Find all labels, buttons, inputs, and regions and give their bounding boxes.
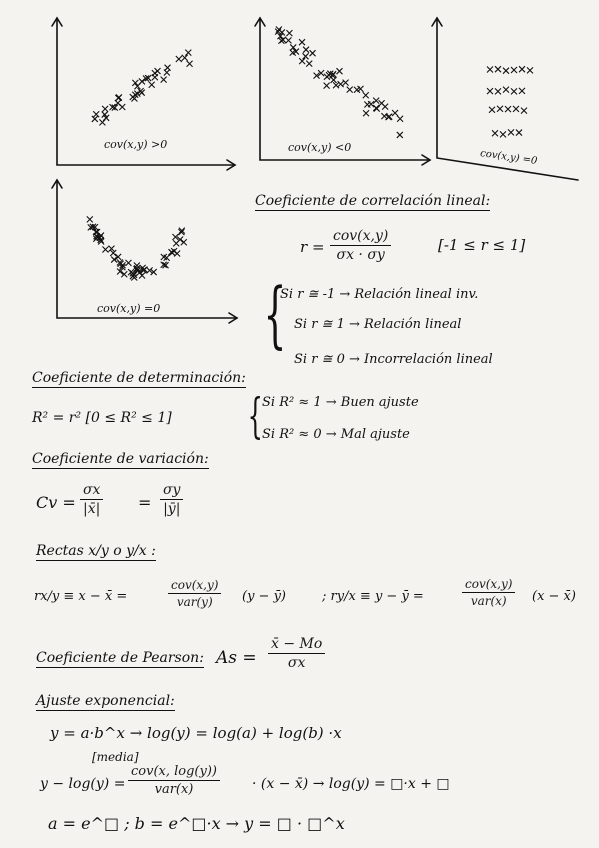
scatter-cross (503, 68, 509, 74)
correlation-brace: { (263, 272, 287, 356)
correlation-lhs: r = (300, 238, 325, 256)
exponential-media-label: [media] (92, 750, 139, 764)
plot-positive-caption: cov(x,y) >0 (104, 138, 168, 151)
scatter-cross (392, 110, 398, 116)
determination-rule-2: Si R² ≈ 0 → Mal ajuste (262, 427, 410, 442)
rectas-left-den: var(y) (176, 595, 213, 609)
scatter-cross (519, 88, 525, 94)
exponential-line-2-den: var(x) (154, 782, 194, 797)
exponential-line-2-num: cov(x, log(y)) (128, 764, 220, 781)
pearson-heading: Coeficiente de Pearson: (36, 650, 204, 666)
scatter-cross (373, 105, 379, 111)
scatter-cross (102, 246, 108, 252)
exponential-line-1: y = a·b^x → log(y) = log(a) + log(b) ·x (50, 724, 342, 742)
scatter-cross (285, 37, 291, 43)
rectas-right-den: var(x) (470, 594, 507, 608)
exponential-line-2-lhs: y − log(y) = (40, 776, 126, 792)
exponential-heading: Ajuste exponencial: (36, 693, 175, 709)
correlation-numerator: cov(x,y) (330, 228, 391, 246)
correlation-denominator: σx · σy (336, 247, 385, 263)
rectas-right-lhs: ; ry/x ≡ y − ȳ = (322, 589, 424, 604)
scatter-cross (174, 251, 180, 257)
pearson-den: σx (287, 655, 306, 671)
scatter-cross (310, 50, 316, 56)
scatter-cross (397, 116, 403, 122)
scatter-cross (173, 240, 179, 246)
scatter-cross (363, 110, 369, 116)
determination-heading: Coeficiente de determinación: (32, 370, 246, 386)
scatter-cross (161, 77, 167, 83)
scatter-cross (527, 67, 533, 73)
scatter-cross (149, 82, 155, 88)
correlation-range: [-1 ≤ r ≤ 1] (438, 236, 526, 254)
rectas-left-num: cov(x,y) (168, 578, 221, 594)
scatter-cross (299, 39, 305, 45)
variation-den-x: |x̄| (83, 501, 101, 517)
plot-parabola-caption: cov(x,y) =0 (97, 302, 161, 315)
scatter-cross (364, 101, 370, 107)
scatter-cross (519, 66, 525, 72)
scatter-cross (139, 273, 145, 279)
scatter-cross (182, 55, 188, 61)
variation-num-y: σy (160, 482, 183, 500)
variation-equals: = (138, 493, 152, 512)
scatter-cross (187, 61, 193, 67)
scatter-cross (503, 87, 509, 93)
scatter-cross (93, 229, 99, 235)
scatter-cross (508, 129, 514, 135)
variation-num-x: σx (80, 482, 103, 500)
scatter-cross (99, 119, 105, 125)
scatter-cross (93, 111, 99, 117)
exponential-line-3: a = e^□ ; b = e^□·x → y = □ · □^x (48, 814, 345, 833)
variation-den-y: |ȳ| (163, 501, 181, 517)
scatter-cross (489, 107, 495, 113)
variation-heading: Coeficiente de variación: (32, 451, 209, 467)
rectas-left-tail: (y − ȳ) (242, 589, 286, 604)
variation-lhs: Cv = (36, 493, 76, 512)
correlation-rule-3: Si r ≅ 0 → Incorrelación lineal (294, 352, 493, 367)
scatter-cross (303, 47, 309, 53)
scatter-cross (347, 87, 353, 93)
scatter-cross (111, 257, 117, 263)
scatter-cross (152, 70, 158, 76)
scatter-cross (521, 108, 527, 114)
scatter-cross (381, 113, 387, 119)
pearson-fraction (268, 636, 325, 671)
plot-negative-caption: cov(x,y) <0 (288, 141, 352, 154)
pearson-num: x̄ − Mo (268, 636, 325, 654)
exponential-line-2-fraction (128, 764, 220, 797)
determination-rule-1: Si R² ≈ 1 → Buen ajuste (262, 395, 419, 410)
scatter-cross (102, 106, 108, 112)
scatter-cross (511, 67, 517, 73)
scatter-cross (324, 83, 330, 89)
scatter-cross (119, 104, 125, 110)
scatter-cross (363, 92, 369, 98)
scatter-cross (176, 56, 182, 62)
determination-brace: { (247, 388, 263, 444)
scatter-cross (397, 132, 403, 138)
determination-formula: R² = r² [0 ≤ R² ≤ 1] (32, 410, 172, 426)
scatter-cross (299, 58, 305, 64)
rectas-right-fraction (462, 577, 515, 608)
scatter-cross (336, 68, 342, 74)
scatter-cross (500, 131, 506, 137)
scatter-cross (516, 130, 522, 136)
scatter-cross (487, 67, 493, 73)
scatter-cross (495, 66, 501, 72)
scatter-cross (303, 53, 309, 59)
rectas-left-lhs: rx/y ≡ x − x̄ = (34, 589, 128, 604)
plot-zero-caption: cov(x,y) =0 (479, 148, 538, 167)
rectas-left-fraction (168, 578, 221, 609)
correlation-rule-2: Si r ≅ 1 → Relación lineal (294, 317, 462, 332)
rectas-right-num: cov(x,y) (462, 577, 515, 593)
rectas-heading: Rectas x/y o y/x : (36, 543, 156, 559)
correlation-fraction (330, 228, 391, 263)
scatter-cross (495, 88, 501, 94)
scatter-cross (343, 80, 349, 86)
scatter-cross (505, 106, 511, 112)
scatter-cross (511, 88, 517, 94)
scatter-cross (116, 94, 122, 100)
scatter-cross (497, 106, 503, 112)
correlation-heading: Coeficiente de correlación lineal: (255, 193, 491, 209)
scatter-cross (125, 260, 131, 266)
variation-fraction-y (160, 482, 183, 517)
scatter-cross (513, 106, 519, 112)
rectas-right-tail: (x − x̄) (532, 589, 576, 604)
exponential-line-2-tail: · (x − x̄) → log(y) = □·x + □ (252, 776, 450, 792)
scatter-cross (115, 254, 121, 260)
scatter-cross (132, 80, 138, 86)
scatter-cross (487, 88, 493, 94)
scatter-cross (492, 130, 498, 136)
scatter-cross (87, 216, 93, 222)
scatter-cross (92, 116, 98, 122)
variation-fraction-x (80, 482, 103, 517)
correlation-rule-1: Si r ≅ -1 → Relación lineal inv. (280, 287, 479, 302)
scatter-cross (164, 70, 170, 76)
scatter-cross (306, 61, 312, 67)
scatter-cross (181, 239, 187, 245)
scatter-cross (185, 50, 191, 56)
pearson-lhs: As = (216, 648, 257, 668)
scatter-cross (286, 30, 292, 36)
